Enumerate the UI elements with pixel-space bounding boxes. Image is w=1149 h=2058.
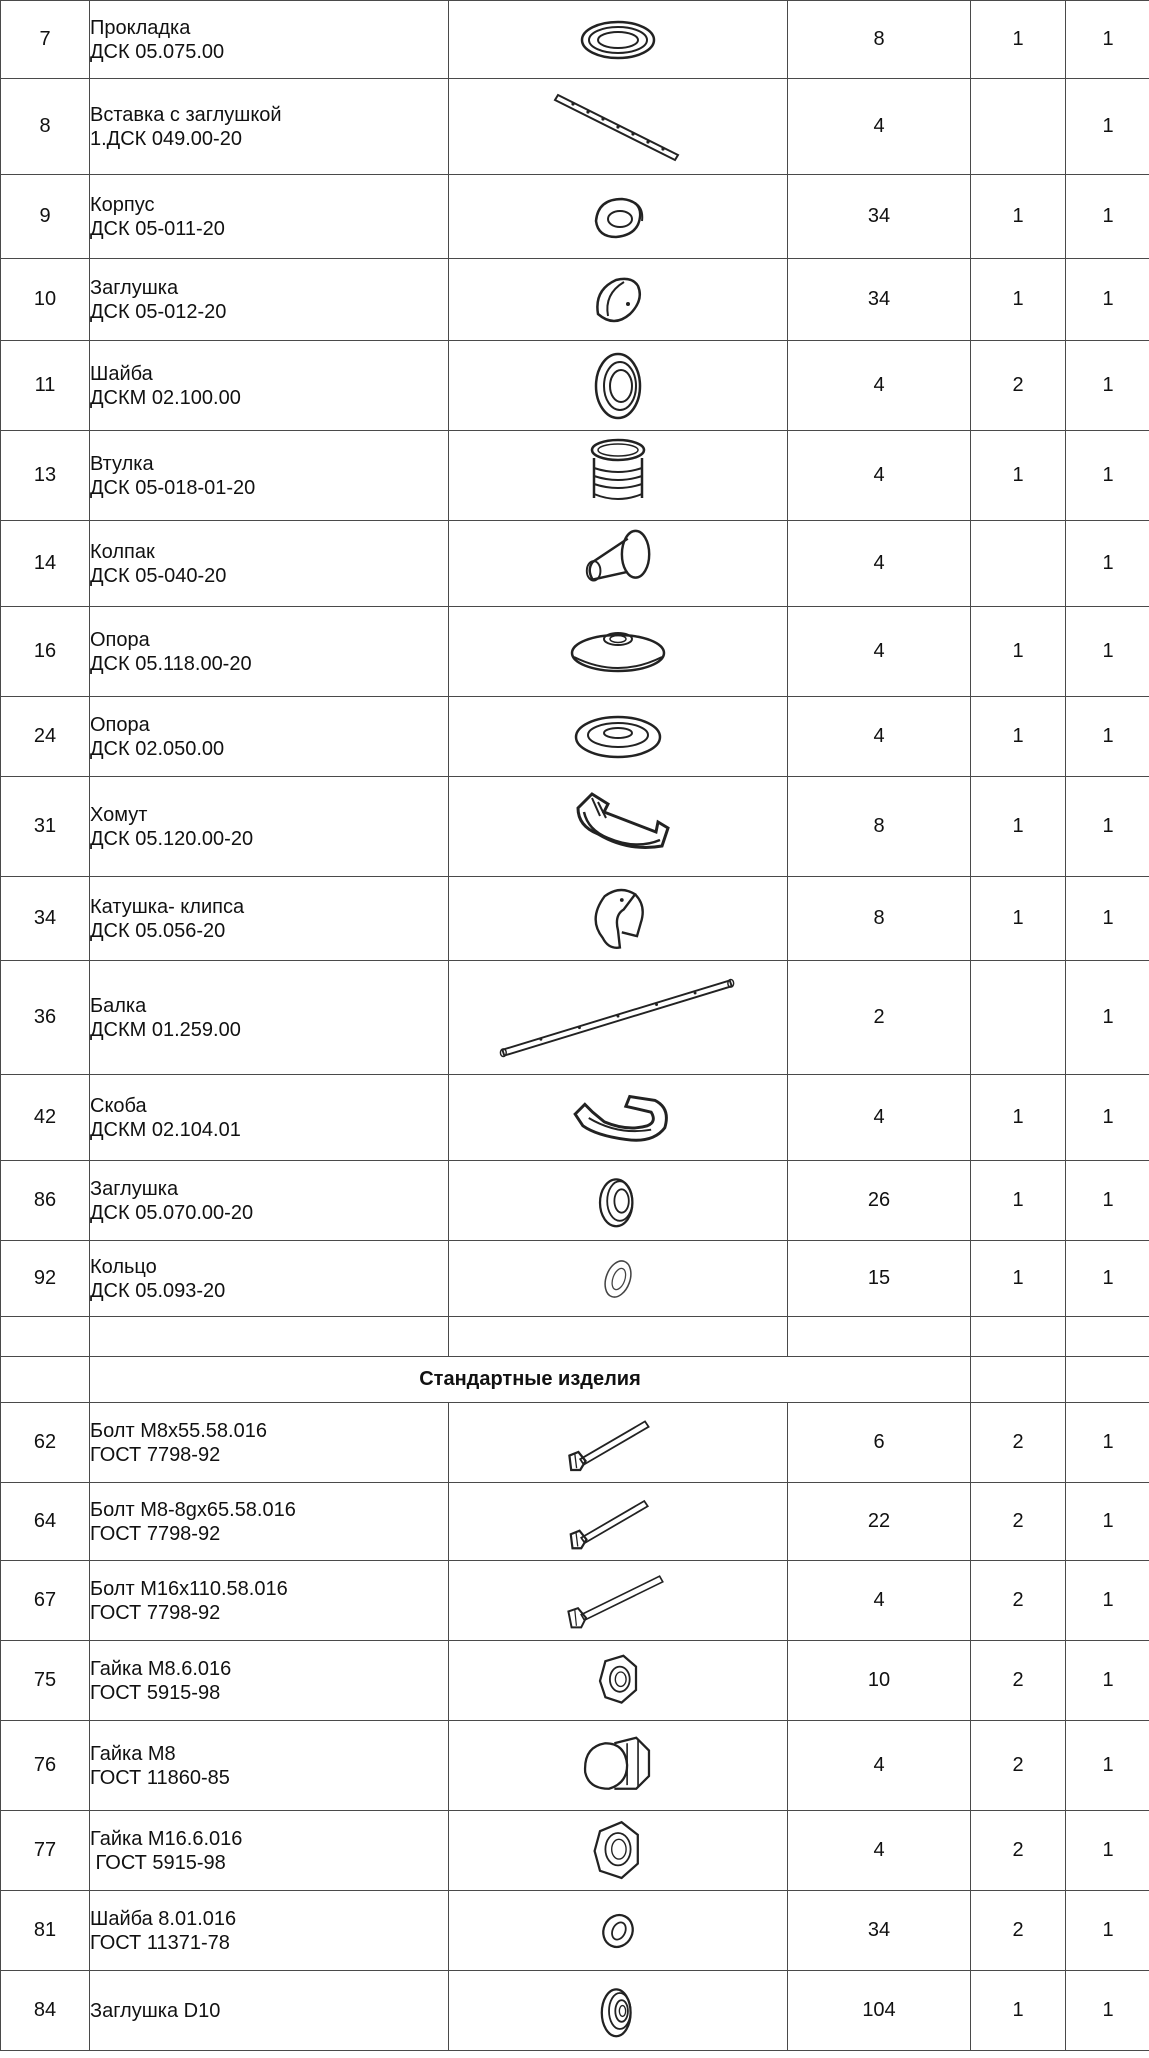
section-header-row (1, 1357, 1149, 1403)
item-designation (90, 259, 449, 341)
item-column-b: 1 (1066, 259, 1149, 341)
item-column-a: 1 (971, 431, 1066, 521)
item-designation (90, 1483, 449, 1561)
table-row (1, 697, 1149, 777)
empty-cell (449, 1317, 788, 1357)
item-column-b: 1 (1066, 521, 1149, 607)
item-number: 36 (1, 961, 90, 1075)
gasket-icon (558, 10, 678, 70)
item-number: 84 (1, 1971, 90, 2051)
item-name: Шайба (90, 362, 153, 385)
item-designation (90, 777, 449, 877)
item-quantity: 4 (788, 431, 971, 521)
table-row (1, 341, 1149, 431)
item-code: ДСКМ 02.100.00 (90, 386, 241, 409)
long-bolt-icon (538, 1565, 698, 1637)
item-column-a (971, 521, 1066, 607)
item-name: Опора (90, 713, 150, 736)
item-designation (90, 1971, 449, 2051)
item-column-a: 1 (971, 1, 1066, 79)
item-column-b: 1 (1066, 1241, 1149, 1317)
item-name: Болт М16х110.58.016 (90, 1577, 288, 1600)
item-name: Болт М8х55.58.016 (90, 1419, 267, 1442)
item-name: Корпус (90, 193, 155, 216)
item-code: ГОСТ 7798-92 (90, 1601, 221, 1624)
item-column-b: 1 (1066, 607, 1149, 697)
hex-nut-icon (558, 1645, 678, 1717)
item-code: ДСКМ 02.104.01 (90, 1118, 241, 1141)
item-designation (90, 877, 449, 961)
item-name: Гайка М16.6.016 (90, 1827, 243, 1850)
item-name: Колпак (90, 540, 155, 563)
item-quantity: 26 (788, 1161, 971, 1241)
item-code: ДСК 05-018-01-20 (90, 476, 256, 499)
table-row (1, 1891, 1149, 1971)
item-designation (90, 1561, 449, 1641)
section-title: Стандартные изделия (90, 1357, 971, 1403)
item-column-a: 1 (971, 1075, 1066, 1161)
empty-cell (788, 1317, 971, 1357)
item-picture (449, 1721, 788, 1811)
item-name: Вставка с заглушкой (90, 103, 282, 126)
item-column-b: 1 (1066, 341, 1149, 431)
item-column-a: 2 (971, 1561, 1066, 1641)
item-quantity: 4 (788, 521, 971, 607)
item-picture (449, 175, 788, 259)
table-row (1, 1483, 1149, 1561)
table-row (1, 1161, 1149, 1241)
item-name: Заглушка (90, 1177, 179, 1200)
item-column-a: 2 (971, 1721, 1066, 1811)
item-code: ДСК 05-011-20 (90, 217, 225, 240)
item-column-a: 1 (971, 1161, 1066, 1241)
item-quantity: 4 (788, 697, 971, 777)
item-number: 86 (1, 1161, 90, 1241)
item-code: ГОСТ 7798-92 (90, 1522, 221, 1545)
item-code: ДСК 05-040-20 (90, 564, 227, 587)
housing-icon (558, 187, 678, 247)
item-picture (449, 1811, 788, 1891)
item-quantity: 34 (788, 175, 971, 259)
empty-cell (1066, 1317, 1149, 1357)
item-designation (90, 521, 449, 607)
item-number: 24 (1, 697, 90, 777)
item-designation (90, 1241, 449, 1317)
item-column-b: 1 (1066, 1403, 1149, 1483)
table-row (1, 777, 1149, 877)
item-designation (90, 1403, 449, 1483)
item-column-a: 2 (971, 1641, 1066, 1721)
support-disc-icon (548, 617, 688, 687)
item-number: 42 (1, 1075, 90, 1161)
item-number: 92 (1, 1241, 90, 1317)
item-column-a: 1 (971, 1971, 1066, 2051)
table-row (1, 1641, 1149, 1721)
table-row (1, 1241, 1149, 1317)
item-code: ДСК 05.118.00-20 (90, 652, 252, 675)
item-picture (449, 1403, 788, 1483)
empty-cell (90, 1317, 449, 1357)
item-name: Кольцо (90, 1255, 157, 1278)
item-designation (90, 431, 449, 521)
item-column-b: 1 (1066, 1721, 1149, 1811)
item-code: ДСК 05.075.00 (90, 40, 225, 63)
item-name: Скоба (90, 1094, 147, 1117)
table-row (1, 1971, 1149, 2051)
table-row (1, 1721, 1149, 1811)
item-column-a: 2 (971, 1483, 1066, 1561)
item-column-a: 2 (971, 1811, 1066, 1891)
table-row (1, 607, 1149, 697)
empty-cell (1, 1357, 90, 1403)
table-row (1, 961, 1149, 1075)
table-row (1, 1075, 1149, 1161)
item-column-a: 1 (971, 1241, 1066, 1317)
cap-icon (558, 525, 678, 603)
small-plug-icon (558, 1975, 678, 2047)
item-name: Гайка М8 (90, 1742, 176, 1765)
item-code: 1.ДСК 049.00-20 (90, 127, 242, 150)
item-column-a: 1 (971, 877, 1066, 961)
item-picture (449, 1075, 788, 1161)
item-designation (90, 175, 449, 259)
item-number: 76 (1, 1721, 90, 1811)
table-row (1, 877, 1149, 961)
table-row (1, 431, 1149, 521)
item-picture (449, 1641, 788, 1721)
item-name: Гайка М8.6.016 (90, 1657, 232, 1680)
item-designation (90, 607, 449, 697)
item-column-b: 1 (1066, 79, 1149, 175)
item-column-b: 1 (1066, 697, 1149, 777)
table-row (1, 1811, 1149, 1891)
item-quantity: 4 (788, 1721, 971, 1811)
item-column-b: 1 (1066, 877, 1149, 961)
table-row-empty (1, 1317, 1149, 1357)
item-number: 77 (1, 1811, 90, 1891)
item-code: ДСК 05-012-20 (90, 300, 227, 323)
item-code: ДСК 05.056-20 (90, 919, 226, 942)
item-column-a (971, 79, 1066, 175)
item-number: 75 (1, 1641, 90, 1721)
parts-table-body (1, 1, 1149, 2051)
large-hex-nut-icon (558, 1815, 678, 1887)
beam-icon (488, 965, 748, 1071)
plug-icon (558, 1165, 678, 1237)
item-code: ДСК 05.070.00-20 (90, 1201, 254, 1224)
item-column-a: 1 (971, 777, 1066, 877)
item-picture (449, 1483, 788, 1561)
item-picture (449, 1, 788, 79)
item-quantity: 6 (788, 1403, 971, 1483)
item-column-a: 1 (971, 259, 1066, 341)
item-designation (90, 341, 449, 431)
item-column-b: 1 (1066, 431, 1149, 521)
item-picture (449, 259, 788, 341)
empty-cell (1066, 1357, 1149, 1403)
item-name: Заглушка D10 (90, 1999, 221, 2022)
item-column-b: 1 (1066, 175, 1149, 259)
item-name: Катушка- клипса (90, 895, 245, 918)
table-row (1, 175, 1149, 259)
item-designation (90, 961, 449, 1075)
item-quantity: 8 (788, 1, 971, 79)
cap-nut-icon (548, 1725, 688, 1807)
item-number: 10 (1, 259, 90, 341)
item-column-b: 1 (1066, 1161, 1149, 1241)
spool-clip-icon (558, 881, 678, 957)
end-cap-icon (558, 270, 678, 330)
item-number: 8 (1, 79, 90, 175)
item-picture (449, 1891, 788, 1971)
item-quantity: 4 (788, 341, 971, 431)
item-code: ДСК 05.093-20 (90, 1279, 226, 1302)
item-designation (90, 697, 449, 777)
item-column-b: 1 (1066, 1075, 1149, 1161)
item-column-a (971, 961, 1066, 1075)
empty-cell (971, 1357, 1066, 1403)
o-ring-icon (558, 1245, 678, 1313)
bolt-icon (548, 1407, 688, 1479)
item-quantity: 15 (788, 1241, 971, 1317)
item-name: Шайба 8.01.016 (90, 1907, 237, 1930)
table-row (1, 1, 1149, 79)
item-name: Опора (90, 628, 150, 651)
item-picture (449, 877, 788, 961)
item-column-b: 1 (1066, 777, 1149, 877)
item-picture (449, 1971, 788, 2051)
item-quantity: 8 (788, 877, 971, 961)
table-row (1, 521, 1149, 607)
item-picture (449, 79, 788, 175)
item-picture (449, 1561, 788, 1641)
item-code: ГОСТ 11860-85 (90, 1766, 230, 1789)
item-picture (449, 607, 788, 697)
item-number: 7 (1, 1, 90, 79)
item-name: Прокладка (90, 16, 191, 39)
item-name: Болт М8-8gх65.58.016 (90, 1498, 296, 1521)
item-quantity: 2 (788, 961, 971, 1075)
item-quantity: 4 (788, 1075, 971, 1161)
table-row (1, 1403, 1149, 1483)
item-quantity: 4 (788, 79, 971, 175)
bolt-icon (548, 1487, 688, 1557)
table-row (1, 79, 1149, 175)
item-picture (449, 521, 788, 607)
support-ring-icon (548, 707, 688, 767)
item-column-a: 1 (971, 607, 1066, 697)
item-number: 31 (1, 777, 90, 877)
washer-icon (558, 346, 678, 426)
table-row (1, 259, 1149, 341)
item-quantity: 34 (788, 1891, 971, 1971)
item-code: ГОСТ 5915-98 (90, 1681, 221, 1704)
item-column-b: 1 (1066, 1811, 1149, 1891)
empty-cell (1, 1317, 90, 1357)
item-column-a: 2 (971, 341, 1066, 431)
item-designation (90, 1721, 449, 1811)
item-column-b: 1 (1066, 1561, 1149, 1641)
item-picture (449, 1241, 788, 1317)
item-column-b: 1 (1066, 1891, 1149, 1971)
item-picture (449, 961, 788, 1075)
item-number: 13 (1, 431, 90, 521)
item-column-b: 1 (1066, 1971, 1149, 2051)
clamp-icon (548, 782, 688, 872)
item-quantity: 8 (788, 777, 971, 877)
item-number: 81 (1, 1891, 90, 1971)
item-picture (449, 697, 788, 777)
item-number: 67 (1, 1561, 90, 1641)
item-code: ДСК 05.120.00-20 (90, 827, 254, 850)
item-number: 14 (1, 521, 90, 607)
item-code: ГОСТ 7798-92 (90, 1443, 221, 1466)
item-designation (90, 79, 449, 175)
item-quantity: 22 (788, 1483, 971, 1561)
threaded-bushing-icon (558, 436, 678, 516)
item-picture (449, 1161, 788, 1241)
item-name: Балка (90, 994, 147, 1017)
item-picture (449, 341, 788, 431)
item-picture (449, 777, 788, 877)
perforated-strip-icon (538, 87, 698, 167)
item-number: 9 (1, 175, 90, 259)
item-designation (90, 1811, 449, 1891)
item-column-b: 1 (1066, 1, 1149, 79)
item-code: ДСКМ 01.259.00 (90, 1018, 241, 1041)
item-column-b: 1 (1066, 1641, 1149, 1721)
item-designation (90, 1075, 449, 1161)
item-name: Заглушка (90, 276, 179, 299)
item-quantity: 4 (788, 1561, 971, 1641)
bracket-icon (548, 1079, 688, 1157)
item-number: 64 (1, 1483, 90, 1561)
item-code: ГОСТ 11371-78 (90, 1931, 230, 1954)
item-designation (90, 1, 449, 79)
item-quantity: 34 (788, 259, 971, 341)
item-quantity: 4 (788, 1811, 971, 1891)
item-name: Хомут (90, 803, 148, 826)
item-column-a: 1 (971, 175, 1066, 259)
item-column-b: 1 (1066, 961, 1149, 1075)
item-column-b: 1 (1066, 1483, 1149, 1561)
empty-cell (971, 1317, 1066, 1357)
item-quantity: 104 (788, 1971, 971, 2051)
item-number: 62 (1, 1403, 90, 1483)
item-number: 11 (1, 341, 90, 431)
item-code: ГОСТ 5915-98 (90, 1851, 226, 1874)
item-name: Втулка (90, 452, 154, 475)
item-designation (90, 1641, 449, 1721)
item-column-a: 1 (971, 697, 1066, 777)
item-picture (449, 431, 788, 521)
table-row (1, 1561, 1149, 1641)
item-designation (90, 1161, 449, 1241)
item-number: 34 (1, 877, 90, 961)
item-column-a: 2 (971, 1403, 1066, 1483)
item-designation (90, 1891, 449, 1971)
item-column-a: 2 (971, 1891, 1066, 1971)
flat-washer-icon (558, 1895, 678, 1967)
item-code: ДСК 02.050.00 (90, 737, 225, 760)
item-quantity: 4 (788, 607, 971, 697)
item-number: 16 (1, 607, 90, 697)
item-quantity: 10 (788, 1641, 971, 1721)
